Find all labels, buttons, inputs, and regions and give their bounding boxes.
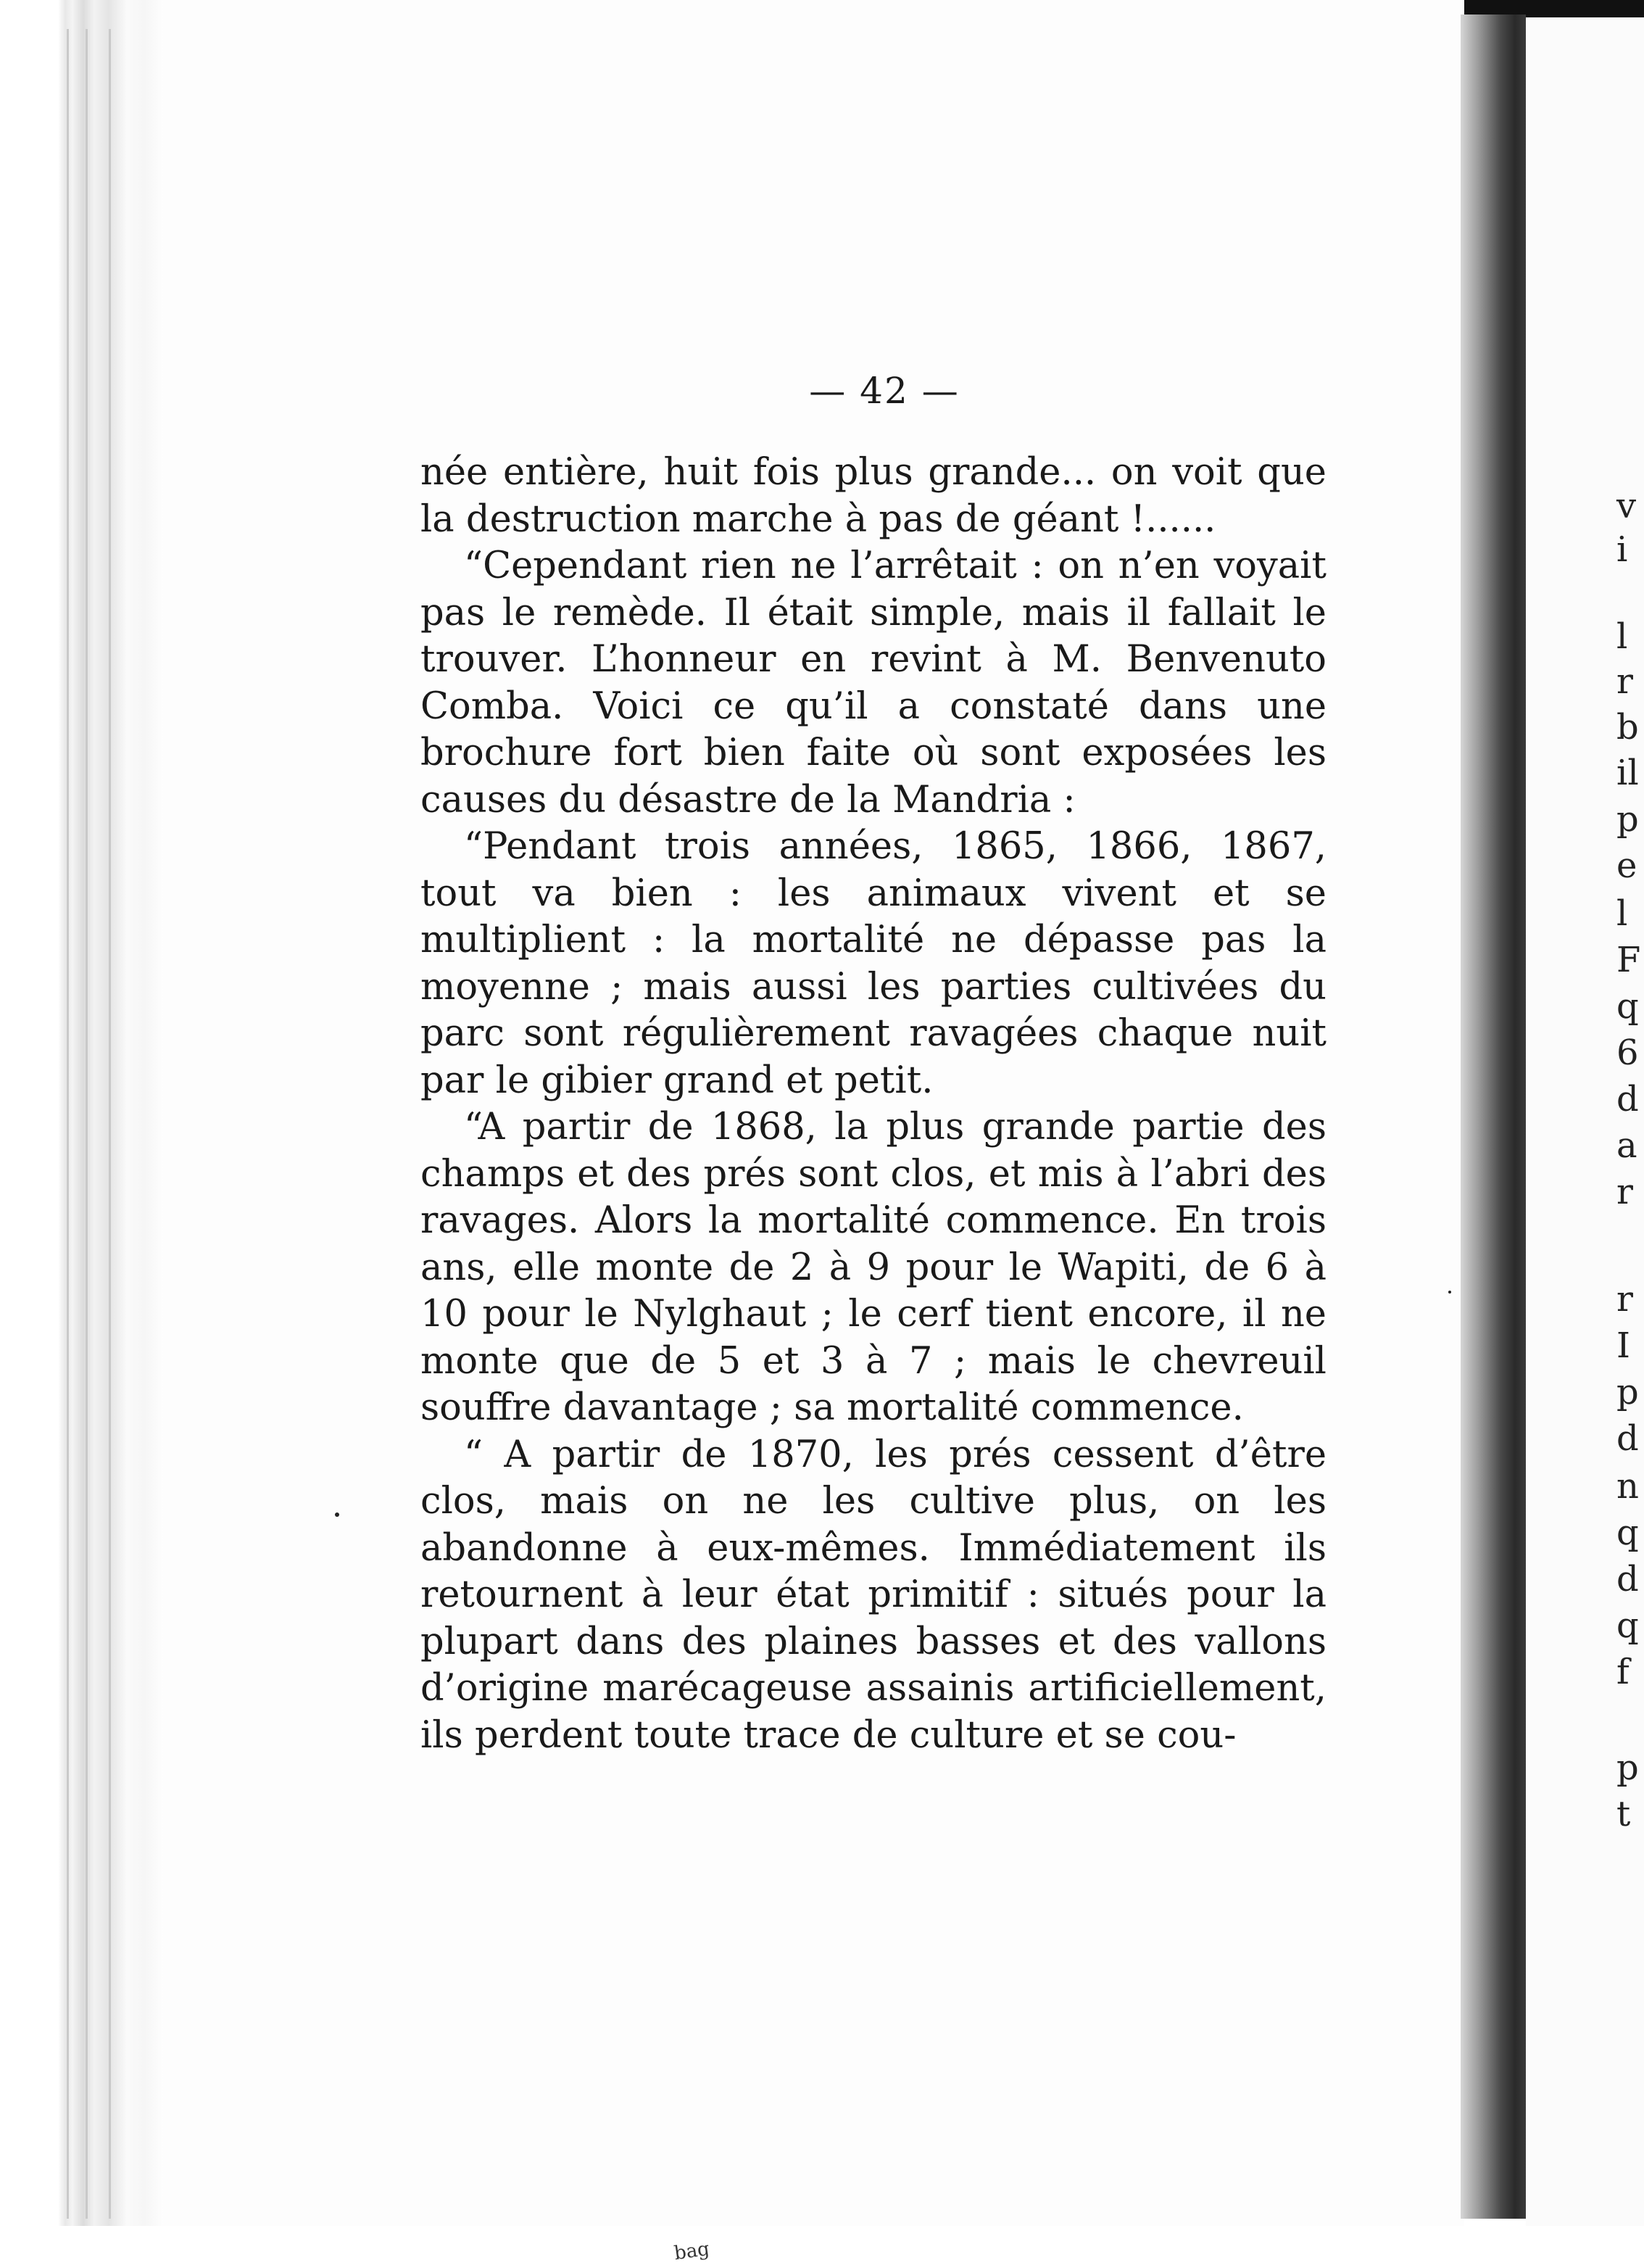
facing-letter: l — [1616, 893, 1628, 934]
facing-letter: v — [1616, 486, 1637, 526]
facing-letter: p — [1616, 1372, 1639, 1412]
left-page-edges — [0, 0, 167, 2268]
facing-letter: q — [1616, 1512, 1639, 1553]
facing-page — [1526, 17, 1644, 2229]
library-stamp: bag — [673, 2238, 711, 2265]
body-text — [420, 450, 1327, 1759]
facing-letter: q — [1616, 986, 1639, 1027]
facing-letter: 6 — [1616, 1032, 1639, 1073]
facing-letter: n — [1616, 1466, 1639, 1507]
facing-letter: r — [1616, 1279, 1633, 1320]
paragraph: “Cependant rien ne l’arrêtait : on n’en voyait pas le remède. Il était simple, mais il fallait le trouver. L’honneur en revint à M. Benvenuto Comba. Voici ce qu’il a constaté dans une brochure fort bien faite où sont exposées les causes du désastre de la Mandria : — [420, 545, 1327, 821]
facing-letter: b — [1616, 707, 1639, 748]
facing-letter: p — [1616, 799, 1639, 840]
page-number: — 42 — — [809, 370, 960, 412]
page-edge-line — [86, 29, 88, 2219]
facing-letter: a — [1616, 1125, 1637, 1166]
book-gutter-shadow — [1461, 15, 1526, 2219]
paragraph: “A partir de 1868, la plus grande partie des champs et des prés sont clos, et mis à l’abri des ravages. Alors la mortalité commence. En trois ans, elle monte de 2 à 9 pour le Wapiti, de 6 à 10 pour le Nylghaut ; le cerf tient encore, il ne monte que de 5 et 3 à 7 ; mais le chevreuil souffre davantage ; sa mortalité commence. — [420, 1106, 1327, 1429]
ink-speck — [1448, 1291, 1451, 1294]
ink-speck — [335, 1512, 339, 1517]
facing-letter: d — [1616, 1418, 1639, 1459]
facing-letter: p — [1616, 1747, 1639, 1788]
facing-letter: q — [1616, 1605, 1639, 1646]
paragraph: “Pendant trois années, 1865, 1866, 1867, tout va bien : les animaux vivent et se multiplient : la mortalité ne dépasse pas la moyenne ; mais aussi les parties cultivées du parc sont régulièrement ravagées chaque nuit par le gibier grand et petit. — [420, 825, 1327, 1102]
facing-letter: F — [1616, 940, 1641, 980]
facing-letter: f — [1616, 1652, 1630, 1692]
paragraph: “ A partir de 1870, les prés cessent d’être clos, mais on ne les cultive plus, on les abandonne à eux-mêmes. Immédiatement ils retournent à leur état primitif : situés pour la plupart dans des plaines basses et des vallons d’origine marécageuse assainis artificiellement, ils perdent toute trace de culture et se cou- — [420, 1433, 1327, 1757]
page-edge-line — [109, 29, 111, 2219]
scan-frame-bottom — [0, 2226, 1644, 2268]
facing-letter: t — [1616, 1794, 1631, 1834]
facing-letter: d — [1616, 1559, 1639, 1599]
facing-letter: i — [1616, 529, 1628, 570]
paragraph: née entière, huit fois plus grande... on voit que la destruction marche à pas de géant !...... — [420, 451, 1327, 541]
facing-letter: e — [1616, 845, 1637, 886]
facing-letter: r — [1616, 661, 1633, 702]
facing-letter: d — [1616, 1079, 1639, 1119]
facing-letter: r — [1616, 1172, 1633, 1212]
facing-letter: il — [1616, 753, 1639, 793]
facing-letter: l — [1616, 616, 1628, 657]
facing-letter: I — [1616, 1325, 1630, 1366]
page-edge-line — [67, 29, 69, 2219]
